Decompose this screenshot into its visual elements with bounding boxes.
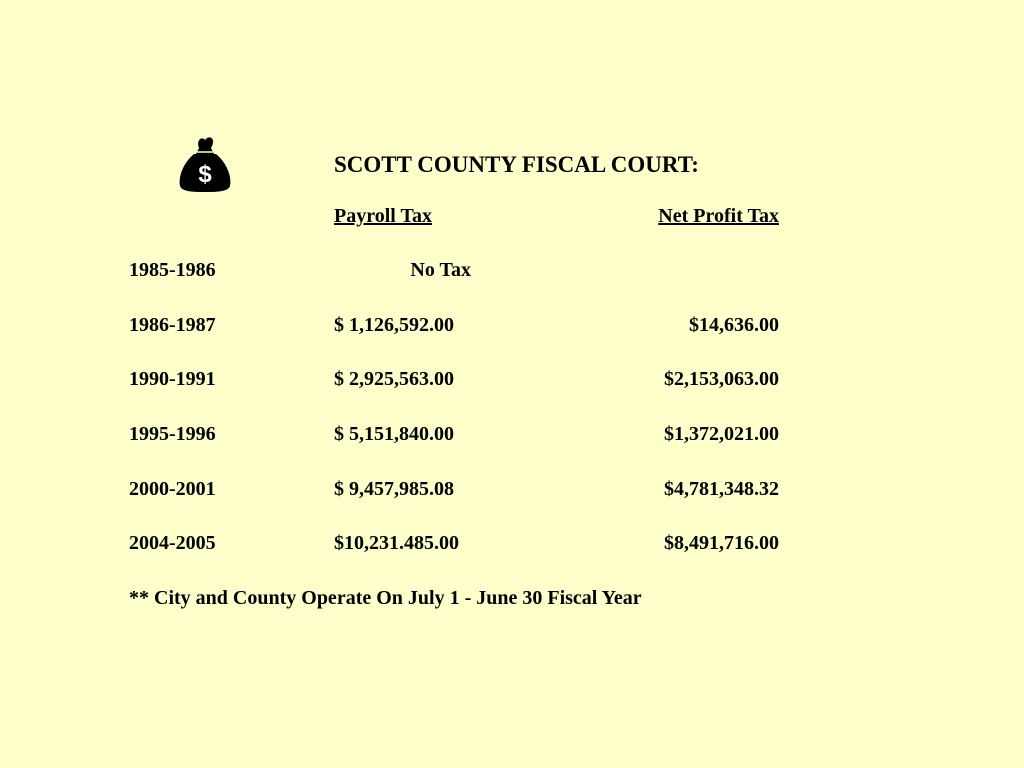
year-cell: 1985-1986 bbox=[129, 259, 216, 281]
net-profit-cell: $1,372,021.00 bbox=[664, 423, 779, 445]
year-cell: 1986-1987 bbox=[129, 314, 216, 336]
year-cell: 1990-1991 bbox=[129, 368, 216, 390]
page-title: SCOTT COUNTY FISCAL COURT: bbox=[334, 152, 699, 177]
table-row bbox=[0, 314, 1024, 340]
payroll-cell: $ 2,925,563.00 bbox=[334, 368, 454, 390]
net-profit-tax-header: Net Profit Tax bbox=[658, 205, 779, 227]
net-profit-cell: $4,781,348.32 bbox=[664, 478, 779, 500]
table-row bbox=[0, 532, 1024, 558]
payroll-cell: $10,231.485.00 bbox=[334, 532, 459, 554]
payroll-cell: $ 9,457,985.08 bbox=[334, 478, 454, 500]
payroll-cell: No Tax bbox=[410, 259, 471, 281]
table-row bbox=[0, 368, 1024, 394]
svg-text:$: $ bbox=[198, 161, 212, 188]
payroll-cell: $ 5,151,840.00 bbox=[334, 423, 454, 445]
year-cell: 1995-1996 bbox=[129, 423, 216, 445]
fiscal-year-footnote: ** City and County Operate On July 1 - June 30 Fiscal Year bbox=[129, 587, 642, 609]
net-profit-cell: $8,491,716.00 bbox=[664, 532, 779, 554]
year-cell: 2000-2001 bbox=[129, 478, 216, 500]
table-row bbox=[0, 478, 1024, 504]
table-row bbox=[0, 259, 1024, 285]
payroll-cell: $ 1,126,592.00 bbox=[334, 314, 454, 336]
net-profit-cell: $14,636.00 bbox=[689, 314, 779, 336]
money-bag-icon bbox=[174, 132, 236, 194]
payroll-tax-header: Payroll Tax bbox=[334, 205, 432, 227]
table-row bbox=[0, 423, 1024, 449]
year-cell: 2004-2005 bbox=[129, 532, 216, 554]
net-profit-cell: $2,153,063.00 bbox=[664, 368, 779, 390]
